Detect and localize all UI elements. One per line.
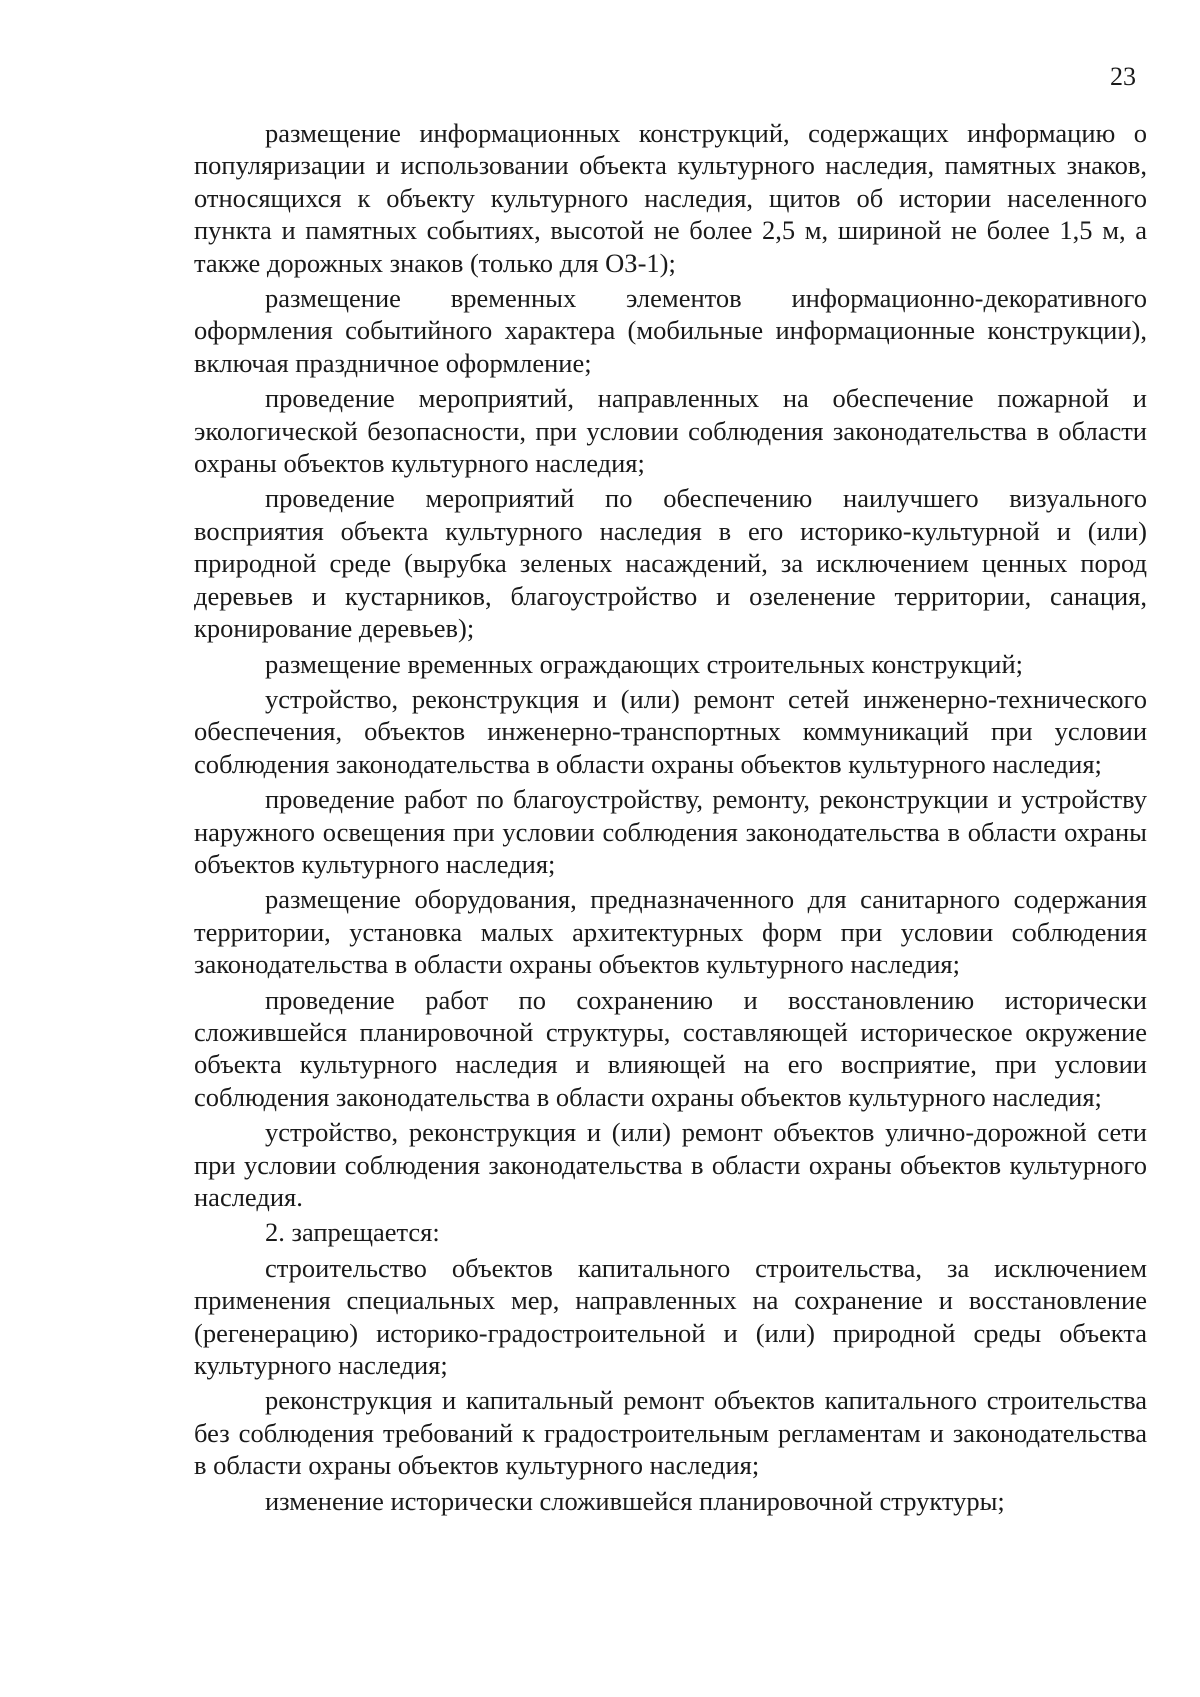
paragraph: проведение работ по сохранению и восстановлению исторически сложившейся планировочной структуры, составляющей историческое окружение объекта культурного наследия и влияющей на его восприятие, при условии соблюдения законодательства в области охраны объектов культурного наследия; [194, 984, 1147, 1112]
paragraph: проведение работ по благоустройству, ремонту, реконструкции и устройству наружного освещения при условии соблюдения законодательства в области охраны объектов культурного наследия; [194, 784, 1147, 879]
paragraph: устройство, реконструкция и (или) ремонт объектов улично-дорожной сети при условии соблюдения законодательства в области охраны объектов культурного наследия. [194, 1117, 1147, 1212]
paragraph: проведение мероприятий по обеспечению наилучшего визуального восприятия объекта культурного наследия в его историко-культурной и (или) природной среде (вырубка зеленых насаждений, за исключением ценных пород деревьев и кустарников, благоустройство и озеленение территории, санация, кронирование деревьев); [194, 483, 1147, 644]
paragraph: устройство, реконструкция и (или) ремонт сетей инженерно-технического обеспечения, объектов инженерно-транспортных коммуникаций при условии соблюдения законодательства в области охраны объектов культурного наследия; [194, 683, 1147, 779]
paragraph: размещение временных ограждающих строительных конструкций; [265, 648, 1024, 679]
paragraph: размещение информационных конструкций, содержащих информацию о популяризации и использовании объекта культурного наследия, памятных знаков, относящихся к объекту культурного наследия, щитов об истории населенного пункта и памятных событиях, высотой не более 2,5 м, шириной не более 1,5 м, а также дорожных знаков (только для ОЗ-1); [194, 118, 1147, 278]
paragraph: размещение оборудования, предназначенного для санитарного содержания территории, установка малых архитектурных форм при условии соблюдения законодательства в области охраны объектов культурного наследия; [194, 884, 1147, 980]
page-number: 23 [1110, 62, 1136, 91]
document-body [194, 117, 1147, 1520]
section-heading: 2. запрещается: [265, 1217, 440, 1248]
paragraph: проведение мероприятий, направленных на обеспечение пожарной и экологической безопасности, при условии соблюдения законодательства в области охраны объектов культурного наследия; [194, 383, 1147, 479]
paragraph: строительство объектов капитального строительства, за исключением применения специальных мер, направленных на сохранение и восстановление (регенерацию) историко-градостроительной и (или) природной среды объекта культурного наследия; [194, 1252, 1147, 1381]
paragraph: реконструкция и капитальный ремонт объектов капитального строительства без соблюдения требований к градостроительным регламентам и законодательства в области охраны объектов культурного наследия; [194, 1385, 1147, 1481]
paragraph: изменение исторически сложившейся планировочной структуры; [265, 1485, 1005, 1516]
paragraph: размещение временных элементов информационно-декоративного оформления событийного характера (мобильные информационные конструкции), включая праздничное оформление; [194, 283, 1147, 378]
